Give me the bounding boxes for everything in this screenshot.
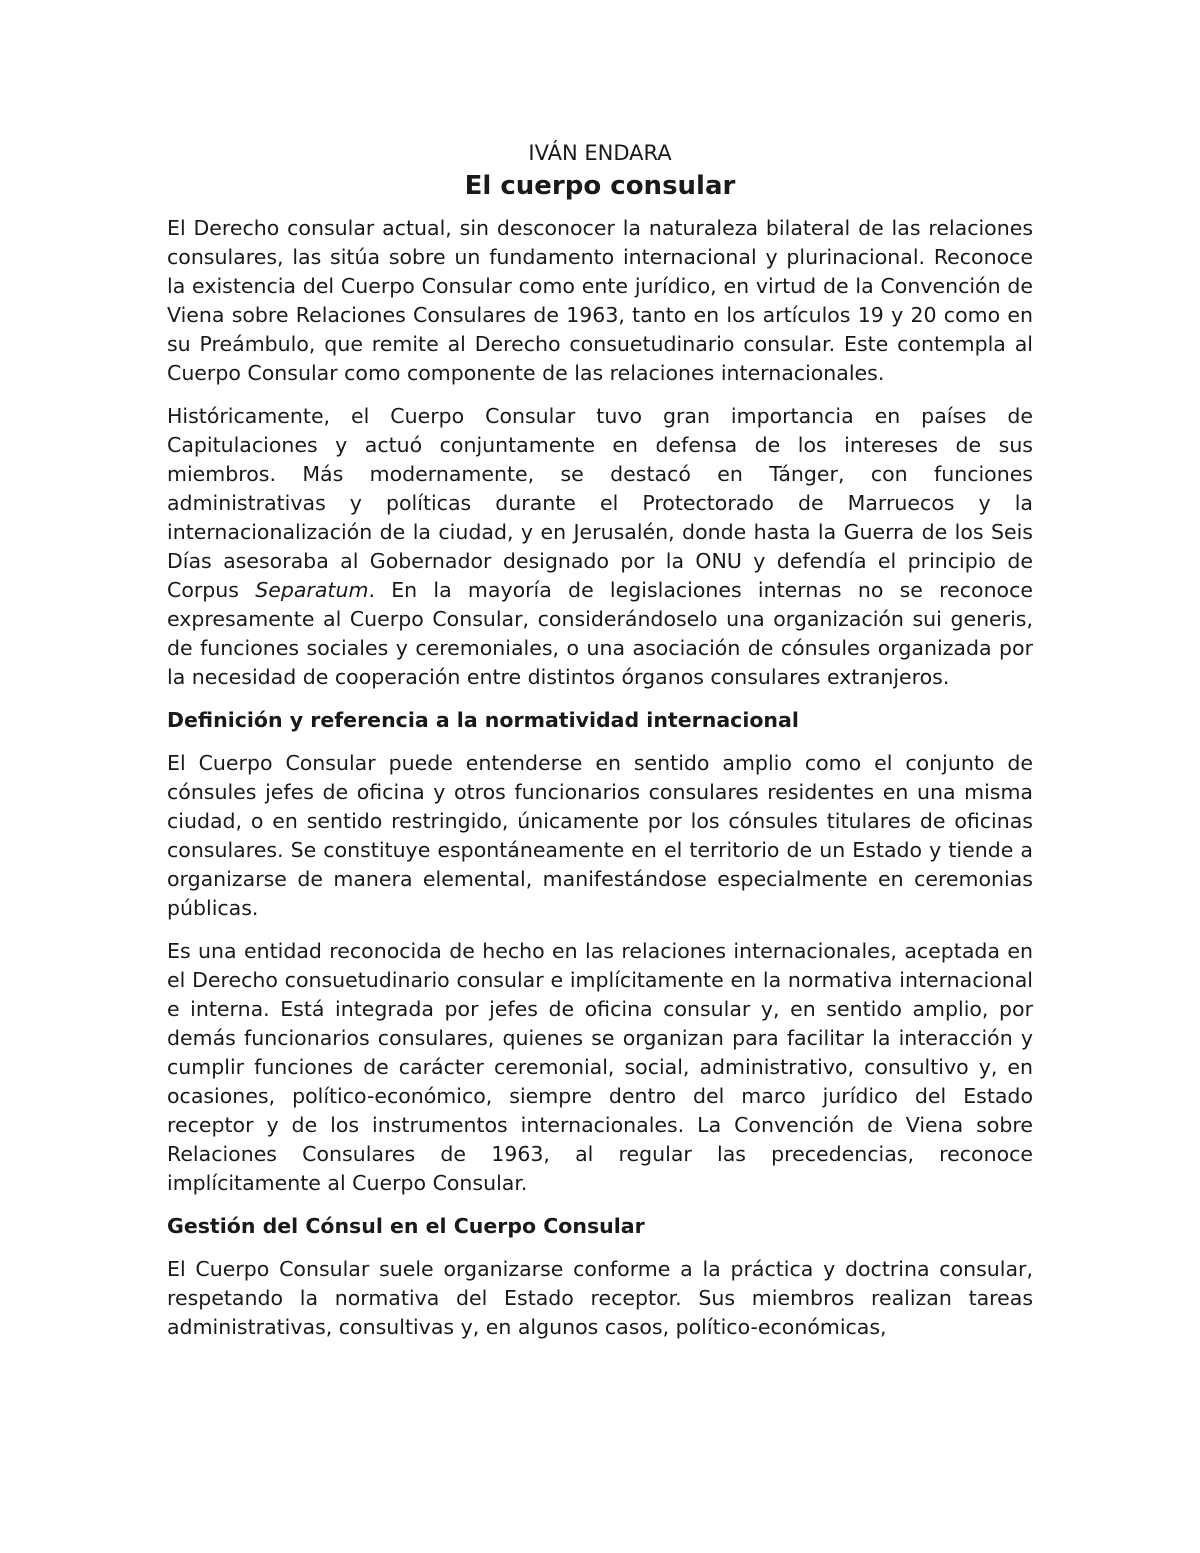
paragraph-management: El Cuerpo Consular suele organizarse conforme a la práctica y doctrina consular, respetando la normativa del Estado receptor. Sus miembros realizan tareas administrativas, consultivas y, en algunos casos, político-económicas,: [167, 1257, 1033, 1339]
paragraph-recognition: Es una entidad reconocida de hecho en las relaciones internacionales, aceptada en el Derecho consuetudinario consular e implícitamente en la normativa internacional e interna. Está integrada por jefes de oficina consular y, en sentido amplio, por demás funcionarios consulares, quienes se organizan para facilitar la interacción y cumplir funciones de carácter ceremonial, social, administrativo, consultivo y, en ocasiones, político-económico, siempre dentro del marco jurídico del Estado receptor y de los instrumentos internacionales. La Convención de Viena sobre Relaciones Consulares de 1963, al regular las precedencias, reconoce implícitamente al Cuerpo Consular.: [167, 939, 1033, 1195]
paragraph-history-text-start: Históricamente, el Cuerpo Consular tuvo gran importancia en países de Capitulaciones y actuó conjuntamente en defensa de los intereses de sus miembros. Más modernamente, se destacó en Tánger, con funciones administrativas y políticas durante el Protectorado de Marruecos y la internacionalización de la ciudad, y en Jerusalén, donde hasta la Guerra de los Seis Días asesoraba al Gobernador designado por la ONU y defendía el principio de Corpus: [167, 404, 1033, 602]
section-heading-definition: Definición y referencia a la normatividad internacional: [167, 708, 799, 732]
paragraph-intro: El Derecho consular actual, sin desconocer la naturaleza bilateral de las relaciones consulares, las sitúa sobre un fundamento internacional y plurinacional. Reconoce la existencia del Cuerpo Consular como ente jurídico, en virtud de la Convención de Viena sobre Relaciones Consulares de 1963, tanto en los artículos 19 y 20 como en su Preámbulo, que remite al Derecho consuetudinario consular. Este contempla al Cuerpo Consular como componente de las relaciones internacionales.: [167, 216, 1033, 385]
italic-term: Separatum: [255, 578, 369, 602]
document-title: El cuerpo consular: [464, 171, 736, 201]
paragraph-history-text-end: . En la mayoría de legislaciones internas no se reconoce expresamente al Cuerpo Consular, considerándoselo una organización sui generis, de funciones sociales y ceremoniales, o una asociación de cónsules organizada por la necesidad de cooperación entre distintos órganos consulares extranjeros.: [167, 578, 1033, 689]
section-heading-management: Gestión del Cónsul en el Cuerpo Consular: [167, 1214, 645, 1238]
author-name: IVÁN ENDARA: [528, 141, 672, 165]
document-page: [167, 138, 1033, 1356]
paragraph-history: [167, 402, 1033, 692]
paragraph-definition: El Cuerpo Consular puede entenderse en sentido amplio como el conjunto de cónsules jefes de oficina y otros funcionarios consulares residentes en una misma ciudad, o en sentido restringido, únicamente por los cónsules titulares de oficinas consulares. Se constituye espontáneamente en el territorio de un Estado y tiende a organizarse de manera elemental, manifestándose especialmente en ceremonias públicas.: [167, 751, 1033, 920]
